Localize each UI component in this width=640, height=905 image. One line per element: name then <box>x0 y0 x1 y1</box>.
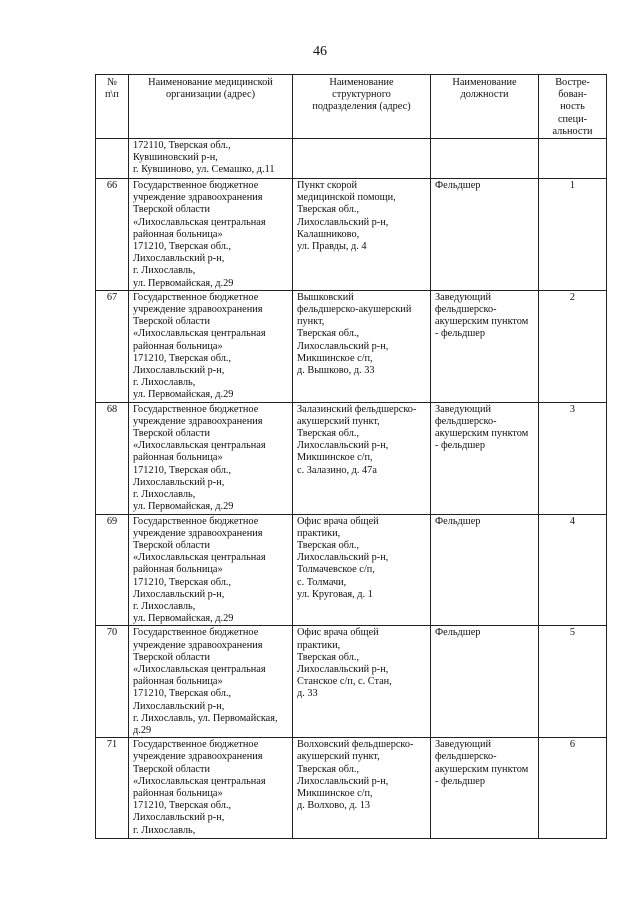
cell-text-line: Офис врача общей <box>297 515 379 527</box>
vacancy-table <box>95 74 607 839</box>
cell-text-line: Заведующий <box>435 291 491 303</box>
cell-text-line: Востре- <box>555 77 590 88</box>
cell-text-line: Пункт скорой <box>297 180 358 192</box>
cell-text-line: «Лихославльская центральная <box>133 440 266 452</box>
cell-unit <box>293 290 431 402</box>
cell-text-line: Лихославльский р-н, <box>297 216 389 228</box>
cell-text-line: с. Залазино, д. 47а <box>297 464 377 476</box>
cell-organization <box>129 514 293 626</box>
cell-organization <box>129 139 293 179</box>
cell-organization <box>129 626 293 738</box>
cell-text-line: пункт, <box>297 316 325 328</box>
table-row <box>96 179 607 291</box>
cell-text-line: Лихославльский р-н, <box>133 476 225 488</box>
cell-text-line: акушерский пункт, <box>297 751 380 763</box>
cell-text-line: фельдшерско- <box>435 751 497 763</box>
cell-text-line: Наименование <box>452 77 517 88</box>
cell-text-line: г. Лихославль, <box>133 489 196 501</box>
cell-num <box>96 139 129 179</box>
cell-text-line: районная больница» <box>133 340 223 352</box>
cell-text-line: Тверская обл., <box>297 328 360 340</box>
header-unit <box>293 75 431 139</box>
cell-position <box>431 626 539 738</box>
table-row <box>96 626 607 738</box>
table-row-continuation <box>96 139 607 179</box>
cell-text-line: 171210, Тверская обл., <box>133 241 232 253</box>
cell-text-line: Тверской области <box>133 204 210 216</box>
cell-num: 67 <box>96 290 129 402</box>
table-header-row <box>96 75 607 139</box>
cell-text-line: г. Лихославль, <box>133 600 196 612</box>
cell-text-line: фельдшерско-акушерский <box>297 304 412 316</box>
cell-position <box>431 738 539 839</box>
cell-text-line: акушерским пунктом <box>435 316 529 328</box>
cell-text-line: Государственное бюджетное <box>133 515 259 527</box>
cell-count: 6 <box>539 738 607 839</box>
cell-count: 1 <box>539 179 607 291</box>
cell-text-line: ность <box>560 101 585 113</box>
cell-text-line: альности <box>552 125 593 137</box>
cell-text-line: ул. Первомайская, д.29 <box>133 613 234 625</box>
cell-unit <box>293 139 431 179</box>
cell-num: 69 <box>96 514 129 626</box>
cell-text-line: Тверская обл., <box>297 763 360 775</box>
cell-text-line: акушерский пункт, <box>297 415 380 427</box>
cell-organization <box>129 179 293 291</box>
cell-text-line: г. Лихославль, ул. Первомайская, <box>133 712 278 724</box>
cell-text-line: Лихославльский р-н, <box>133 588 225 600</box>
cell-text-line: 171210, Тверская обл., <box>133 464 232 476</box>
cell-position <box>431 179 539 291</box>
cell-text-line: ул. Первомайская, д.29 <box>133 277 234 289</box>
cell-text-line: учреждение здравоохранения <box>133 527 263 539</box>
cell-text-line: Наименование медицинской <box>148 77 273 88</box>
cell-text-line: Залазинский фельдшерско- <box>297 403 417 415</box>
page-number: 46 <box>313 44 327 59</box>
cell-text-line: Тверская обл., <box>297 651 360 663</box>
cell-text-line: Офис врача общей <box>297 627 379 639</box>
cell-text-line: «Лихославльская центральная <box>133 552 266 564</box>
cell-position <box>431 514 539 626</box>
cell-text-line: Лихославльский р-н, <box>297 663 389 675</box>
cell-position <box>431 139 539 179</box>
cell-text-line: Наименование <box>329 77 394 88</box>
cell-text-line: Тверская обл., <box>297 428 360 440</box>
cell-text-line: Микшинское с/п, <box>297 787 373 799</box>
cell-text-line: - фельдшер <box>435 328 485 340</box>
cell-text-line: ул. Первомайская, д.29 <box>133 501 234 513</box>
cell-unit <box>293 402 431 514</box>
cell-count: 3 <box>539 402 607 514</box>
cell-text-line: Тверской области <box>133 539 210 551</box>
header-organization <box>129 75 293 139</box>
cell-text-line: Фельдшер <box>435 627 481 639</box>
cell-text-line: Государственное бюджетное <box>133 180 259 192</box>
cell-text-line: Микшинское с/п, <box>297 352 373 364</box>
cell-text-line: Государственное бюджетное <box>133 739 259 751</box>
cell-text-line: Лихославльский р-н, <box>133 365 225 377</box>
cell-text-line: учреждение здравоохранения <box>133 192 263 204</box>
cell-unit <box>293 179 431 291</box>
cell-count: 4 <box>539 514 607 626</box>
cell-count: 5 <box>539 626 607 738</box>
cell-text-line: № <box>107 77 117 88</box>
cell-text-line: Государственное бюджетное <box>133 627 259 639</box>
cell-text-line: Тверская обл., <box>297 539 360 551</box>
cell-text-line: Кувшиновский р-н, <box>133 152 218 164</box>
cell-text-line: г. Лихославль, <box>133 824 196 836</box>
header-position <box>431 75 539 139</box>
cell-text-line: Тверской области <box>133 763 210 775</box>
cell-num: 70 <box>96 626 129 738</box>
cell-text-line: медицинской помощи, <box>297 192 396 204</box>
cell-text-line: г. Лихославль, <box>133 265 196 277</box>
cell-text-line: ул. Правды, д. 4 <box>297 241 367 253</box>
cell-text-line: Фельдшер <box>435 180 481 192</box>
cell-text-line: д. Волхово, д. 13 <box>297 800 371 812</box>
cell-num: 68 <box>96 402 129 514</box>
cell-text-line: 171210, Тверская обл., <box>133 800 232 812</box>
cell-text-line: Микшинское с/п, <box>297 452 373 464</box>
cell-text-line: акушерским пунктом <box>435 763 529 775</box>
cell-text-line: «Лихославльская центральная <box>133 328 266 340</box>
cell-text-line: фельдшерско- <box>435 304 497 316</box>
cell-text-line: Лихославльский р-н, <box>297 440 389 452</box>
cell-text-line: с. Толмачи, <box>297 576 347 588</box>
cell-text-line: - фельдшер <box>435 440 485 452</box>
cell-text-line: Тверской области <box>133 316 210 328</box>
cell-organization <box>129 290 293 402</box>
cell-text-line: Тверской области <box>133 651 210 663</box>
cell-text-line: 171210, Тверская обл., <box>133 352 232 364</box>
cell-text-line: «Лихославльская центральная <box>133 216 266 228</box>
cell-text-line: учреждение здравоохранения <box>133 639 263 651</box>
cell-text-line: фельдшерско- <box>435 415 497 427</box>
cell-text-line: структурного <box>332 89 391 101</box>
cell-text-line: районная больница» <box>133 228 223 240</box>
cell-text-line: Лихославльский р-н, <box>133 253 225 265</box>
header-num <box>96 75 129 139</box>
cell-count: 2 <box>539 290 607 402</box>
cell-text-line: Станское с/п, с. Стан, <box>297 676 392 688</box>
cell-text-line: бован- <box>558 89 587 101</box>
cell-text-line: д. Вышково, д. 33 <box>297 365 375 377</box>
cell-text-line: «Лихославльская центральная <box>133 775 266 787</box>
cell-text-line: Заведующий <box>435 403 491 415</box>
cell-text-line: Государственное бюджетное <box>133 291 259 303</box>
cell-text-line: 171210, Тверская обл., <box>133 688 232 700</box>
cell-text-line: г. Кувшиново, ул. Семашко, д.11 <box>133 164 275 176</box>
table-row <box>96 402 607 514</box>
cell-text-line: районная больница» <box>133 452 223 464</box>
cell-text-line: Лихославльский р-н, <box>297 775 389 787</box>
cell-text-line: 172110, Тверская обл., <box>133 140 231 152</box>
table-row <box>96 290 607 402</box>
cell-text-line: Волховский фельдшерско- <box>297 739 414 751</box>
cell-text-line: д. 33 <box>297 688 318 700</box>
header-demand <box>539 75 607 139</box>
cell-text-line: Лихославльский р-н, <box>297 340 389 352</box>
table-body <box>96 139 607 839</box>
cell-text-line: учреждение здравоохранения <box>133 415 263 427</box>
cell-text-line: учреждение здравоохранения <box>133 751 263 763</box>
cell-text-line: Лихославльский р-н, <box>297 552 389 564</box>
cell-text-line: специ- <box>557 113 588 125</box>
cell-text-line: ул. Первомайская, д.29 <box>133 389 234 401</box>
cell-text-line: д.29 <box>133 724 152 736</box>
cell-position <box>431 290 539 402</box>
cell-text-line: Лихославльский р-н, <box>133 812 225 824</box>
table-row <box>96 514 607 626</box>
cell-organization <box>129 402 293 514</box>
cell-text-line: районная больница» <box>133 787 223 799</box>
cell-organization <box>129 738 293 839</box>
cell-num: 71 <box>96 738 129 839</box>
cell-text-line: практики, <box>297 527 341 539</box>
cell-text-line: Вышковский <box>297 291 354 303</box>
cell-text-line: Тверской области <box>133 428 210 440</box>
cell-text-line: ул. Круговая, д. 1 <box>297 588 373 600</box>
cell-text-line: акушерским пунктом <box>435 428 529 440</box>
cell-unit <box>293 514 431 626</box>
cell-position <box>431 402 539 514</box>
cell-text-line: практики, <box>297 639 341 651</box>
cell-text-line: - фельдшер <box>435 775 485 787</box>
cell-text-line: п\п <box>105 89 119 101</box>
cell-unit <box>293 626 431 738</box>
cell-text-line: организации (адрес) <box>165 89 256 101</box>
cell-text-line: учреждение здравоохранения <box>133 304 263 316</box>
cell-text-line: г. Лихославль, <box>133 377 196 389</box>
cell-text-line: Заведующий <box>435 739 491 751</box>
cell-text-line: должности <box>460 89 509 101</box>
cell-text-line: 171210, Тверская обл., <box>133 576 232 588</box>
cell-text-line: «Лихославльская центральная <box>133 663 266 675</box>
cell-text-line: районная больница» <box>133 564 223 576</box>
cell-count <box>539 139 607 179</box>
cell-text-line: Лихославльский р-н, <box>133 700 225 712</box>
cell-text-line: подразделения (адрес) <box>312 101 411 113</box>
cell-num: 66 <box>96 179 129 291</box>
cell-unit <box>293 738 431 839</box>
cell-text-line: Тверская обл., <box>297 204 360 216</box>
cell-text-line: Калашниково, <box>297 228 360 240</box>
table-row <box>96 738 607 839</box>
cell-text-line: Фельдшер <box>435 515 481 527</box>
cell-text-line: Государственное бюджетное <box>133 403 259 415</box>
cell-text-line: Толмачевское с/п, <box>297 564 375 576</box>
cell-text-line: районная больница» <box>133 676 223 688</box>
